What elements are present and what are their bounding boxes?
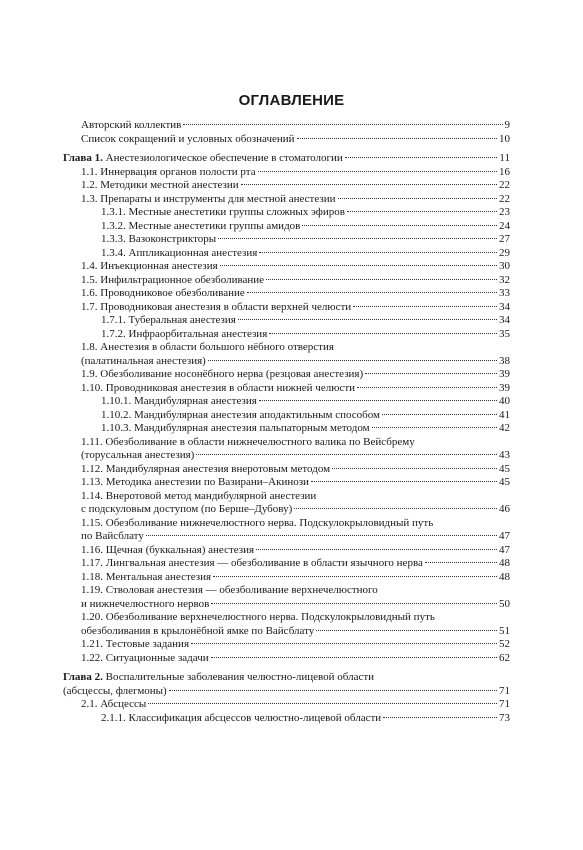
leader-dots (259, 251, 497, 253)
toc-entry[interactable] (63, 119, 510, 133)
leader-dots (241, 183, 497, 185)
toc-entry-continuation: (палатинальная анестезия) (81, 354, 206, 367)
leader-dots (218, 237, 497, 239)
toc-entry-first-line[interactable]: 1.15. Обезболивание нижнечелюстного нерва. Подскулокрыловидный путь (81, 516, 434, 529)
toc-entry-text: 1.10.3. Мандибулярная анестезия пальпаторным методом (101, 422, 370, 434)
toc-entry[interactable] (63, 463, 510, 477)
toc-entry[interactable] (63, 571, 510, 585)
toc-entry[interactable] (63, 530, 510, 544)
leader-dots (238, 318, 497, 320)
toc-entry[interactable] (63, 260, 510, 274)
leader-dots (347, 210, 497, 212)
toc-chapter-first-line[interactable] (63, 671, 510, 685)
toc-entry[interactable] (63, 220, 510, 234)
toc-page-number: 35 (499, 327, 510, 340)
leader-dots (316, 629, 497, 631)
toc-chapter[interactable] (63, 685, 510, 699)
toc-entry-text: 1.3. Препараты и инструменты для местной анестезии (81, 192, 336, 205)
leader-dots (169, 689, 497, 691)
toc-page-number: 46 (499, 503, 510, 515)
toc-page-number: 23 (499, 206, 510, 218)
leader-dots (372, 426, 497, 428)
toc-entry[interactable] (63, 652, 510, 666)
toc-entry-continuation: (абсцессы, флегмоны) (63, 684, 167, 697)
toc-entry-text: 1.5. Инфильтрационное обезболивание (81, 273, 265, 286)
leader-dots (345, 156, 498, 158)
toc-entry-text: 1.7.1. Туберальная анестезия (101, 314, 236, 326)
toc-entry[interactable] (63, 166, 510, 180)
toc-entry-text: 1.18. Ментальная анестезия (81, 570, 212, 583)
toc-entry[interactable] (63, 314, 510, 328)
toc-page-number: 47 (499, 530, 510, 542)
toc-entry[interactable] (63, 395, 510, 409)
toc-page-number: 48 (499, 570, 510, 583)
leader-dots (196, 453, 497, 455)
toc-entry-text: 1.3.4. Аппликационная анестезия (101, 246, 258, 259)
toc-page-number: 16 (499, 165, 510, 178)
toc-page-number: 33 (499, 287, 510, 299)
leader-dots (256, 548, 497, 550)
toc-entry-text: 1.1. Иннервация органов полости рта (81, 165, 256, 178)
toc-entry-first-line[interactable]: 1.14. Внеротовой метод мандибулярной анестезии (81, 489, 317, 502)
toc-page-number: 47 (499, 543, 510, 556)
toc-entry[interactable] (63, 422, 510, 436)
toc-entry-first-line[interactable]: 1.20. Обезболивание верхнечелюстного нерва. Подскулокрыловидный путь (81, 611, 435, 623)
toc-page-number: 24 (499, 219, 510, 232)
toc-entry[interactable] (63, 625, 510, 639)
leader-dots (211, 656, 497, 658)
toc-entry-text: 1.3.2. Местные анестетики группы амидов (101, 219, 301, 232)
chapter-label: Глава 2. (63, 671, 103, 683)
leader-dots (266, 278, 497, 280)
toc-page-number: 10 (499, 132, 510, 145)
toc-entry[interactable] (63, 557, 510, 571)
leader-dots (302, 224, 497, 226)
toc-entry[interactable] (63, 598, 510, 612)
toc-entry-continuation: обезболивания в крылонёбной ямке по Вайсблату (81, 624, 315, 637)
toc-entry-text: 1.16. Щечная (буккальная) анестезия (81, 543, 255, 556)
toc-entry-text: Список сокращений и условных обозначений (81, 132, 295, 145)
leader-dots (208, 359, 497, 361)
toc-page-number: 50 (499, 597, 510, 610)
toc-entry[interactable] (63, 287, 510, 301)
toc-entry[interactable] (63, 698, 510, 712)
leader-dots (311, 480, 497, 482)
toc-page-number: 30 (499, 260, 510, 272)
toc-page-number: 48 (499, 557, 510, 569)
toc-entry[interactable] (63, 206, 510, 220)
toc-entry[interactable] (63, 409, 510, 423)
leader-dots (383, 716, 497, 718)
toc-entry-first-line[interactable]: 1.19. Стволовая анестезия — обезболивание верхнечелюстного (81, 584, 378, 596)
toc-entry[interactable] (63, 301, 510, 315)
toc-entry-text: Воспалительные заболевания челюстно-лицевой области (102, 671, 375, 683)
toc-entry-text: 1.12. Мандибулярная анестезия внеротовым методом (81, 462, 331, 475)
toc-page-number: 71 (499, 684, 510, 697)
toc-page-number: 34 (499, 300, 510, 313)
toc-entry-text: 1.2. Методики местной анестезии (81, 179, 239, 191)
toc-page-number: 51 (499, 624, 510, 637)
leader-dots (357, 386, 497, 388)
toc-page-number: 39 (499, 368, 510, 380)
toc-page-number: 71 (499, 698, 510, 710)
toc-page-number: 32 (499, 273, 510, 286)
toc-entry[interactable] (63, 449, 510, 463)
table-of-contents (63, 119, 510, 725)
leader-dots (213, 575, 497, 577)
leader-dots (258, 170, 497, 172)
toc-page-number: 38 (499, 354, 510, 367)
page-title: ОГЛАВЛЕНИЕ (238, 92, 345, 109)
leader-dots (365, 372, 497, 374)
toc-entry-continuation: (торусальная анестезия) (81, 449, 195, 461)
toc-entry[interactable] (63, 368, 510, 382)
toc-page-number: 42 (499, 422, 510, 434)
leader-dots (148, 702, 497, 704)
toc-entry-first-line[interactable]: 1.8. Анестезия в области большого нёбного отверстия (81, 341, 334, 353)
toc-page-number: 22 (499, 179, 510, 191)
leader-dots (382, 413, 497, 415)
toc-entry-text: 1.3.1. Местные анестетики группы сложных эфиров (101, 206, 345, 218)
leader-dots (183, 123, 502, 125)
toc-entry-continuation: по Вайсблату (81, 530, 144, 542)
toc-page-number: 40 (499, 395, 510, 407)
leader-dots (146, 534, 497, 536)
toc-entry[interactable] (63, 503, 510, 517)
leader-dots (220, 264, 497, 266)
toc-entry[interactable] (63, 233, 510, 247)
toc-page-number: 29 (499, 246, 510, 259)
toc-page-number: 62 (499, 651, 510, 664)
toc-page-number: 73 (499, 711, 510, 724)
toc-entry[interactable] (63, 193, 510, 207)
toc-entry[interactable] (63, 328, 510, 342)
toc-entry-text: 1.10.1. Мандибулярная анестезия (101, 395, 257, 407)
toc-entry-text: 1.13. Методика анестезии по Вазирани–Акинози (81, 476, 309, 488)
toc-entry-text: Авторский коллектив (81, 119, 182, 131)
toc-entry[interactable] (63, 638, 510, 652)
toc-page-number: 11 (499, 152, 510, 164)
toc-entry[interactable] (63, 544, 510, 558)
toc-entry[interactable] (63, 247, 510, 261)
toc-entry[interactable] (63, 179, 510, 193)
leader-dots (353, 305, 497, 307)
toc-entry[interactable] (63, 133, 510, 147)
toc-page-number: 52 (499, 638, 510, 650)
toc-entry-text: 1.7.2. Инфраорбитальная анестезия (101, 327, 268, 340)
leader-dots (247, 291, 497, 293)
toc-entry-text: 1.3.3. Вазоконстрикторы (101, 233, 217, 245)
toc-entry-text: 1.22. Ситуационные задачи (81, 651, 209, 664)
leader-dots (191, 642, 497, 644)
leader-dots (332, 467, 497, 469)
leader-dots (338, 197, 498, 199)
toc-entry[interactable] (63, 382, 510, 396)
toc-page-number: 45 (499, 476, 510, 488)
toc-entry-text: 1.21. Тестовые задания (81, 638, 190, 650)
toc-entry-text: 1.7. Проводниковая анестезия в области верхней челюсти (81, 300, 352, 313)
toc-entry-continuation: с подскуловым доступом (по Берше–Дубову) (81, 503, 293, 515)
toc-page-number: 22 (499, 192, 510, 205)
toc-entry-text: 1.10.2. Мандибулярная анестезия аподактильным способом (101, 408, 380, 421)
toc-entry-text: 1.9. Обезболивание носонёбного нерва (резцовая анестезия) (81, 368, 364, 380)
toc-page-number: 43 (499, 449, 510, 461)
toc-entry-continuation: и нижнечелюстного нервов (81, 597, 210, 610)
toc-page-number: 27 (499, 233, 510, 245)
toc-entry-text: 2.1.1. Классификация абсцессов челюстно-лицевой области (101, 711, 382, 724)
toc-entry-text: 1.10. Проводниковая анестезия в области нижней челюсти (81, 381, 356, 394)
toc-page-number: 39 (499, 381, 510, 394)
chapter-label: Глава 1. (63, 152, 103, 164)
leader-dots (425, 561, 497, 563)
toc-page-number: 45 (499, 462, 510, 475)
toc-entry-text: 2.1. Абсцессы (81, 698, 147, 710)
leader-dots (294, 507, 497, 509)
toc-page-number: 34 (499, 314, 510, 326)
toc-entry[interactable] (63, 712, 510, 726)
leader-dots (297, 137, 497, 139)
toc-entry[interactable] (63, 476, 510, 490)
toc-entry-text: 1.6. Проводниковое обезболивание (81, 287, 245, 299)
toc-entry-first-line[interactable]: 1.11. Обезболивание в области нижнечелюстного валика по Вейсбрему (81, 435, 415, 448)
leader-dots (269, 332, 497, 334)
toc-entry[interactable] (63, 274, 510, 288)
toc-chapter[interactable] (63, 152, 510, 166)
toc-entry-text: 1.17. Лингвальная анестезия — обезболивание в области язычного нерва (81, 557, 423, 569)
toc-page-number: 41 (499, 408, 510, 421)
toc-entry-text: 1.4. Инъекционная анестезия (81, 260, 218, 272)
toc-page-number: 9 (504, 119, 510, 131)
toc-entry-text: Анестезиологическое обеспечение в стоматологии (102, 152, 343, 164)
leader-dots (211, 602, 497, 604)
leader-dots (259, 399, 497, 401)
toc-entry[interactable] (63, 355, 510, 369)
